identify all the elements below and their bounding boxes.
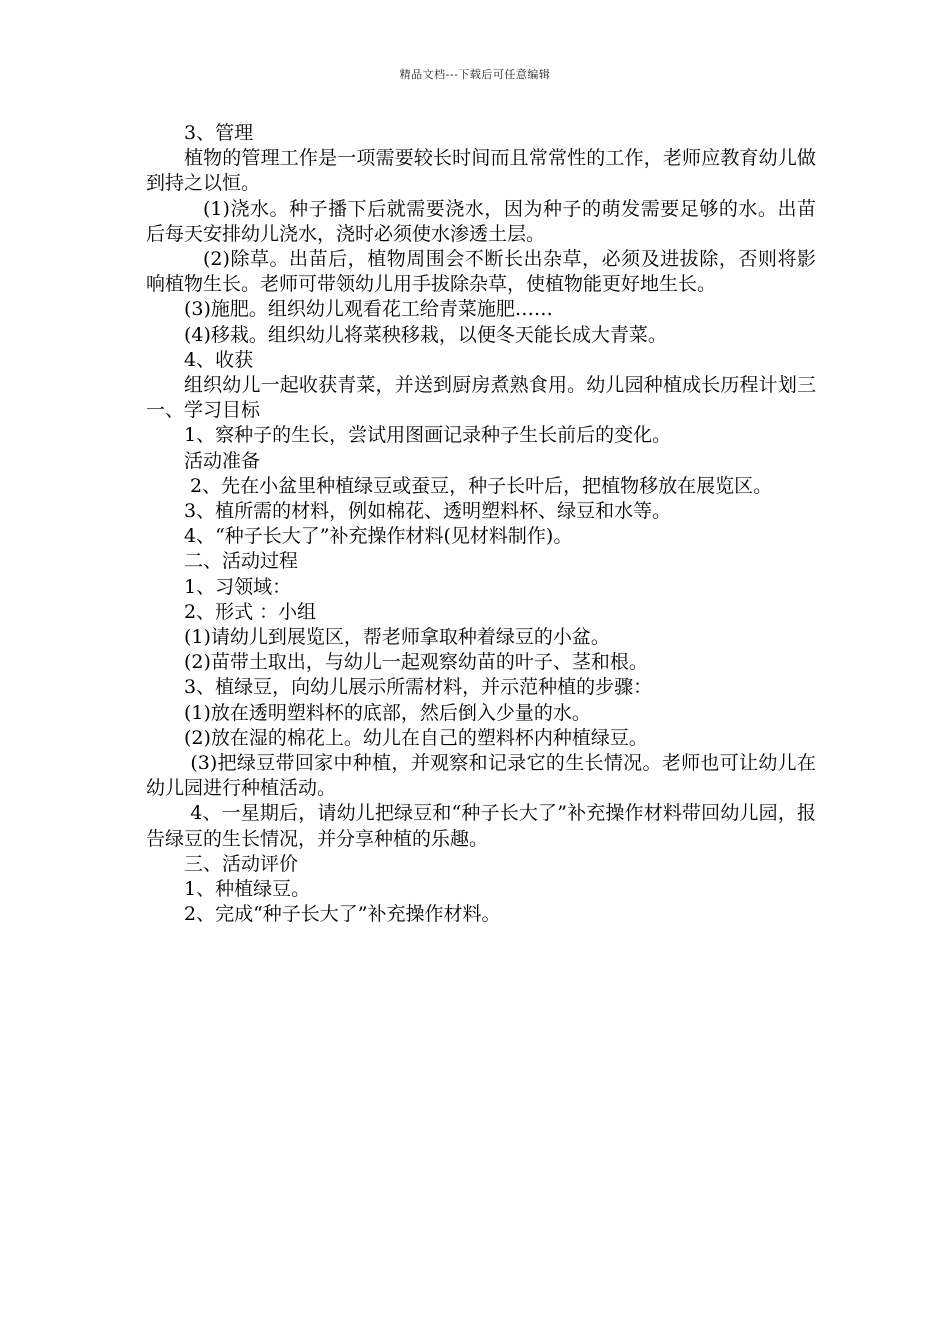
paragraph: 活动准备 [184, 449, 261, 472]
paragraph: 2、形式 ：小组 [184, 600, 317, 623]
paragraph: (2)放在湿的棉花上。幼儿在自己的塑料杯内种植绿豆。 [184, 726, 648, 749]
paragraph: 4、收获 [184, 348, 254, 371]
paragraph: 组织幼儿一起收获青菜，并送到厨房煮熟食用。幼儿园种植成长历程计划三一、学习目标 [146, 374, 816, 422]
paragraph: 3、管理 [184, 122, 254, 144]
paragraph: 3、植绿豆，向幼儿展示所需材料，并示范种植的步骤： [184, 676, 653, 699]
paragraph: (4)移栽。组织幼儿将菜秧移栽，以便冬天能长成大青菜。 [184, 323, 667, 346]
paragraph: 1、种植绿豆。 [184, 878, 311, 901]
paragraph: (1)请幼儿到展览区，帮老师拿取种着绿豆的小盆。 [184, 626, 610, 649]
paragraph: (3)施肥。组织幼儿观看花工给青菜施肥…… [184, 298, 553, 321]
paragraph: (1)放在透明塑料杯的底部，然后倒入少量的水。 [184, 701, 591, 724]
page-header: 精品文档---下载后可任意编辑 [399, 68, 551, 81]
paragraph: 3、植所需的材料，例如棉花、透明塑料杯、绿豆和水等。 [184, 500, 672, 523]
paragraph: 二、活动过程 [184, 550, 299, 573]
paragraph: 三、活动评价 [184, 852, 299, 875]
paragraph: (1)浇水。种子播下后就需要浇水，因为种子的萌发需要足够的水。出苗后每天安排幼儿浇水，浇时必须使水渗透土层。 [146, 197, 816, 245]
paragraph: 植物的管理工作是一项需要较长时间而且常常性的工作，老师应教育幼儿做到持之以恒。 [146, 147, 816, 195]
paragraph: (2)除草。出苗后，植物周围会不断长出杂草，必须及进拔除，否则将影响植物生长。老师可带领幼儿用手拔除杂草，使植物能更好地生长。 [146, 248, 816, 296]
paragraph: (3)把绿豆带回家中种植，并观察和记录它的生长情况。老师也可让幼儿在幼儿园进行种植活动。 [146, 752, 816, 800]
paragraph: 1、习领域： [184, 575, 292, 598]
paragraph: 2、先在小盆里种植绿豆或蚕豆，种子长叶后，把植物移放在展览区。 [184, 474, 773, 497]
paragraph: (2)苗带土取出，与幼儿一起观察幼苗的叶子、茎和根。 [184, 651, 648, 674]
paragraph: 2、完成“种子长大了”补充操作材料。 [184, 903, 501, 926]
paragraph: 1、察种子的生长，尝试用图画记录种子生长前后的变化。 [184, 424, 672, 447]
paragraph: 4、“种子长大了”补充操作材料(见材料制作)。 [184, 525, 573, 548]
paragraph: 4、一星期后，请幼儿把绿豆和“种子长大了”补充操作材料带回幼儿园，报告绿豆的生长情况，并分享种植的乐趣。 [146, 802, 816, 850]
document-body [146, 121, 816, 928]
